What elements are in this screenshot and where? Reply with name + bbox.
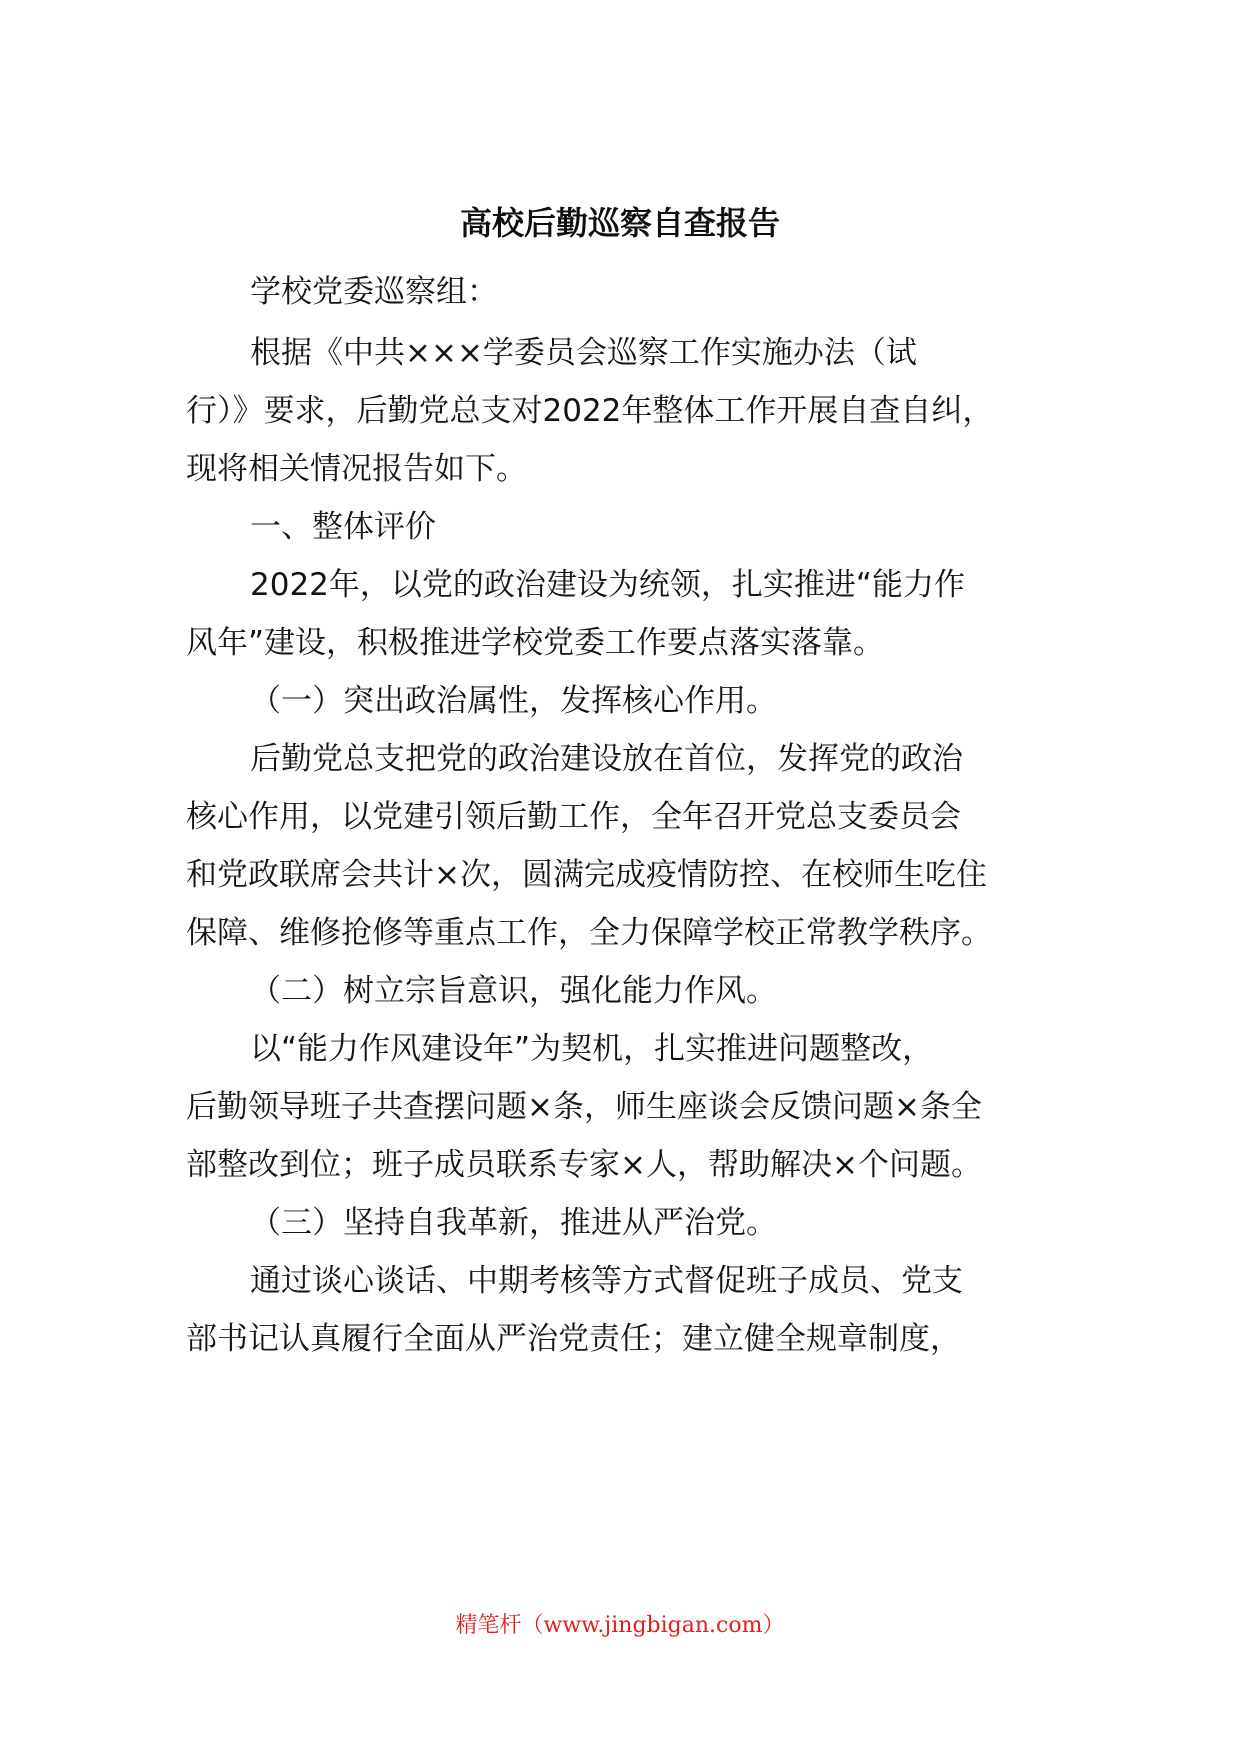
body-line: 核心作用，以党建引领后勤工作，全年召开党总支委员会 xyxy=(186,799,961,835)
body-line: 后勤领导班子共查摆问题×条，师生座谈会反馈问题×条全 xyxy=(186,1089,982,1125)
body-line: 行）》要求，后勤党总支对2022年整体工作开展自查自纠， xyxy=(186,393,994,429)
section-heading: 一、整体评价 xyxy=(250,509,436,545)
body-line: 部书记认真履行全面从严治党责任；建立健全规章制度， xyxy=(186,1321,961,1357)
body-line: 根据《中共×××学委员会巡察工作实施办法（试 xyxy=(250,335,917,371)
body-line: 和党政联席会共计×次，圆满完成疫情防控、在校师生吃住 xyxy=(186,857,987,893)
body-line: 通过谈心谈话、中期考核等方式督促班子成员、党支 xyxy=(250,1263,963,1299)
watermark-footer: 精笔杆（www.jingbigan.com） xyxy=(455,1613,785,1638)
body-line: 后勤党总支把党的政治建设放在首位，发挥党的政治 xyxy=(250,741,963,777)
body-line: 部整改到位；班子成员联系专家×人，帮助解决×个问题。 xyxy=(186,1147,982,1183)
body-line: 风年”建设，积极推进学校党委工作要点落实落靠。 xyxy=(186,625,885,661)
subsection-heading: （一）突出政治属性，发挥核心作用。 xyxy=(250,683,777,719)
document-title: 高校后勤巡察自查报告 xyxy=(459,204,780,242)
body-line: 以“能力作风建设年”为契机，扎实推进问题整改， xyxy=(250,1031,934,1067)
body-line: 保障、维修抢修等重点工作，全力保障学校正常教学秩序。 xyxy=(186,915,992,951)
subsection-heading: （二）树立宗旨意识，强化能力作风。 xyxy=(250,973,777,1009)
body-line: 现将相关情况报告如下。 xyxy=(186,451,527,487)
salutation-line: 学校党委巡察组： xyxy=(250,274,498,310)
subsection-heading: （三）坚持自我革新，推进从严治党。 xyxy=(250,1205,777,1241)
body-line: 2022年，以党的政治建设为统领，扎实推进“能力作 xyxy=(250,567,965,603)
